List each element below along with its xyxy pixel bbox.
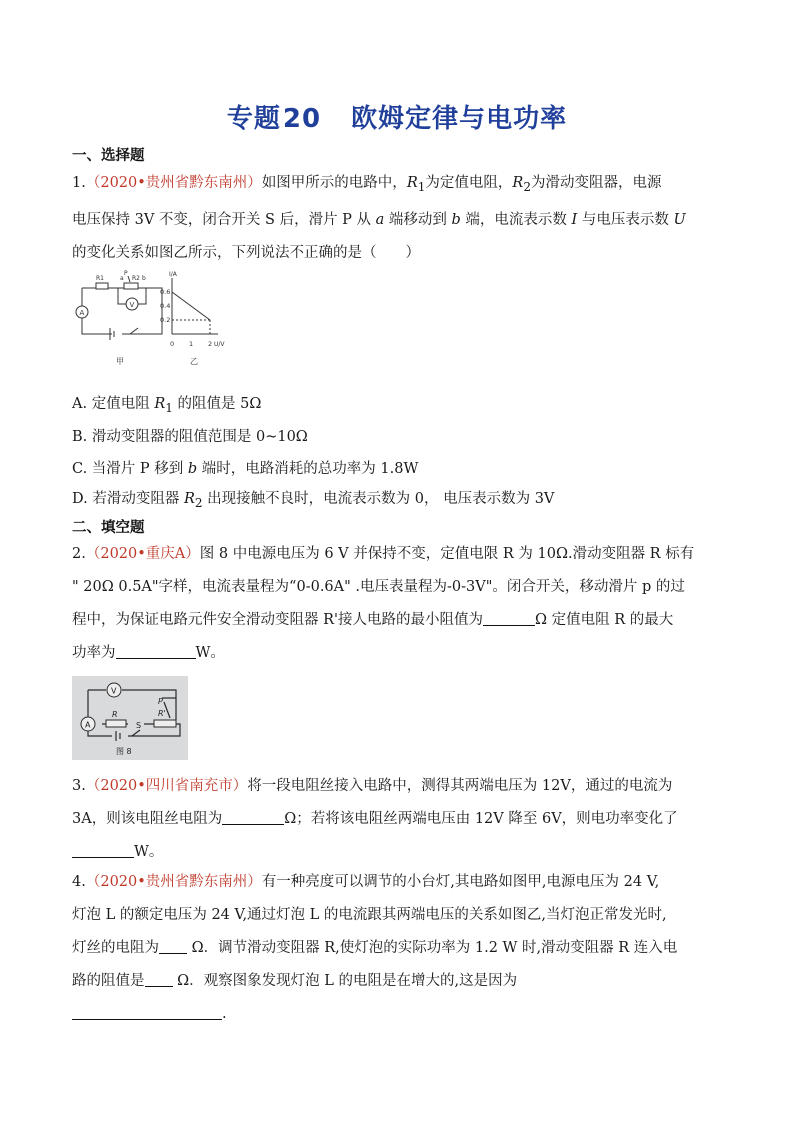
section-fill-heading: 二、填空题: [72, 520, 145, 536]
q3-line-1: 3.（2020•四川省南充市）将一段电阻丝接入电路中，测得其两端电压为 12V，通过的电流为: [72, 778, 673, 794]
title-number: 20: [282, 104, 322, 134]
question-1: [72, 167, 724, 270]
q1-line-3: 的变化关系如图乙所示，下列说法不正确的是（ ）: [72, 244, 420, 261]
q1-fig-r2-label: R2: [132, 275, 140, 282]
q1-graph-xtick-0: 0: [170, 340, 175, 348]
q1-fig-v-label: V: [129, 301, 135, 309]
q1-option-d: D. 若滑动变阻器 $R_2$ 出现接触不良时，电流表示数为 0， 电压表示数为 3V: [72, 491, 555, 510]
q1-graph-y-label: I/A: [169, 271, 177, 278]
q2-line-4: 功率为 W。: [72, 637, 724, 670]
q2-fig-caption: 图 8: [116, 747, 132, 756]
q2-fig-v-label: V: [111, 686, 117, 696]
q2-blank-1[interactable]: [483, 609, 535, 626]
q1-fig-r1-label: R1: [96, 275, 104, 282]
title-prefix: 专题: [226, 104, 281, 134]
question-4: [72, 866, 724, 1031]
q1-fig-p-label: P: [124, 270, 128, 277]
q1-graph-line: [172, 292, 210, 320]
q2-line-1: 2.（2020•重庆A）图 8 中电源电压为 6 V 并保持不变，定值电限 R 为 10Ω.滑动变阻器 R 标有: [72, 546, 695, 562]
q1-option-a: A. 定值电阻 $R_1$ 的阻值是 5Ω: [72, 396, 262, 415]
q4-line-5: .: [72, 998, 724, 1031]
question-2: [72, 538, 724, 670]
q1-line-1: 1.（2020•贵州省黔东南州）如图甲所示的电路中，$R_1$为定值电阻，$R_2$为滑动变阻器，电源: [72, 175, 662, 194]
q1-figure: [72, 268, 272, 376]
q2-line-3: 程中，为保证电路元件安全滑动变阻器 R'接人电路的最小阻值为 Ω 定值电阻 R 的最大: [72, 604, 724, 637]
q1-rheostat-r2: [124, 283, 138, 289]
q1-fig-b-end: b: [142, 275, 146, 282]
q2-fig-p-label: P: [158, 697, 163, 706]
q3-source: （2020•四川省南充市）: [85, 778, 248, 794]
question-3: [72, 770, 724, 869]
q3-line-2: 3A，则该电阻丝电阻为 Ω；若将该电阻丝两端电压由 12V 降至 6V，则电功率变化了: [72, 803, 724, 836]
q1-fig-a-end: a: [120, 275, 124, 282]
q2-fig-r-label: R: [112, 710, 118, 719]
q2-fig-s-label: S: [136, 721, 142, 730]
q3-blank-1[interactable]: [222, 808, 284, 825]
q1-graph-xtick-2: 2: [208, 340, 213, 348]
q3-blank-2[interactable]: [72, 841, 134, 858]
q4-blank-1[interactable]: [159, 937, 187, 954]
q1-resistor-r1: [96, 283, 108, 289]
q2-source: （2020•重庆A）: [85, 546, 200, 562]
q4-line-3: 灯丝的电阻为 Ω．调节滑动变阻器 R,使灯泡的实际功率为 1.2 W 时,滑动变阻器 R 连入电: [72, 932, 724, 965]
q4-line-1: 4.（2020•贵州省黔东南州）有一种亮度可以调节的小台灯,其电路如图甲,电源电压为 24 V,: [72, 874, 660, 890]
q4-source: （2020•贵州省黔东南州）: [85, 874, 262, 890]
section-choice-heading: 一、选择题: [72, 148, 145, 164]
q1-fig-caption-yi: 乙: [190, 357, 198, 366]
q4-blank-3[interactable]: [72, 1003, 222, 1020]
q2-fig-rp-label: R': [158, 709, 166, 718]
q1-fig-a-label: A: [79, 309, 85, 317]
q1-option-c: C. 当滑片 P 移到 b 端时，电路消耗的总功率为 1.8W: [72, 461, 419, 477]
q1-source: （2020•贵州省黔东南州）: [85, 175, 262, 191]
q1-fig-caption-jia: 甲: [116, 357, 124, 366]
q1-graph-ytick-0: 0.6: [160, 288, 171, 296]
q3-line-3: W。: [72, 836, 724, 869]
q2-blank-2[interactable]: [116, 642, 196, 659]
q2-figure: [72, 676, 188, 760]
q1-graph-ytick-1: 0.4: [160, 302, 171, 310]
q1-line-2: 电压保持 3V 不变，闭合开关 S 后，滑片 P 从 a 端移动到 b 端，电流表示数 I 与电压表示数 U: [72, 211, 686, 228]
q4-line-2: 灯泡 L 的额定电压为 24 V,通过灯泡 L 的电流跟其两端电压的关系如图乙,当灯泡正常发光时,: [72, 907, 667, 923]
q4-blank-2[interactable]: [145, 970, 173, 987]
page-title: [0, 98, 794, 135]
q1-graph-x-label: U/V: [214, 341, 225, 348]
q2-fig-a-label: A: [85, 720, 91, 730]
q4-line-4: 路的阻值是 Ω．观察图象发现灯泡 L 的电阻是在增大的,这是因为: [72, 965, 724, 998]
q2-rheostat-rp: [154, 720, 176, 727]
q2-resistor-r: [106, 720, 126, 727]
q2-line-2: " 20Ω 0.5A"字样，电流表量程为“0-0.6A" .电压表量程为-0-3V"。闭合开关，移动滑片 p 的过: [72, 579, 685, 595]
title-text: 欧姆定律与电功率: [351, 104, 568, 134]
q1-option-b: B. 滑动变阻器的阻值范围是 0~10Ω: [72, 429, 308, 445]
q1-graph-ytick-2: 0.2: [160, 316, 171, 324]
q1-graph-xtick-1: 1: [189, 340, 194, 348]
